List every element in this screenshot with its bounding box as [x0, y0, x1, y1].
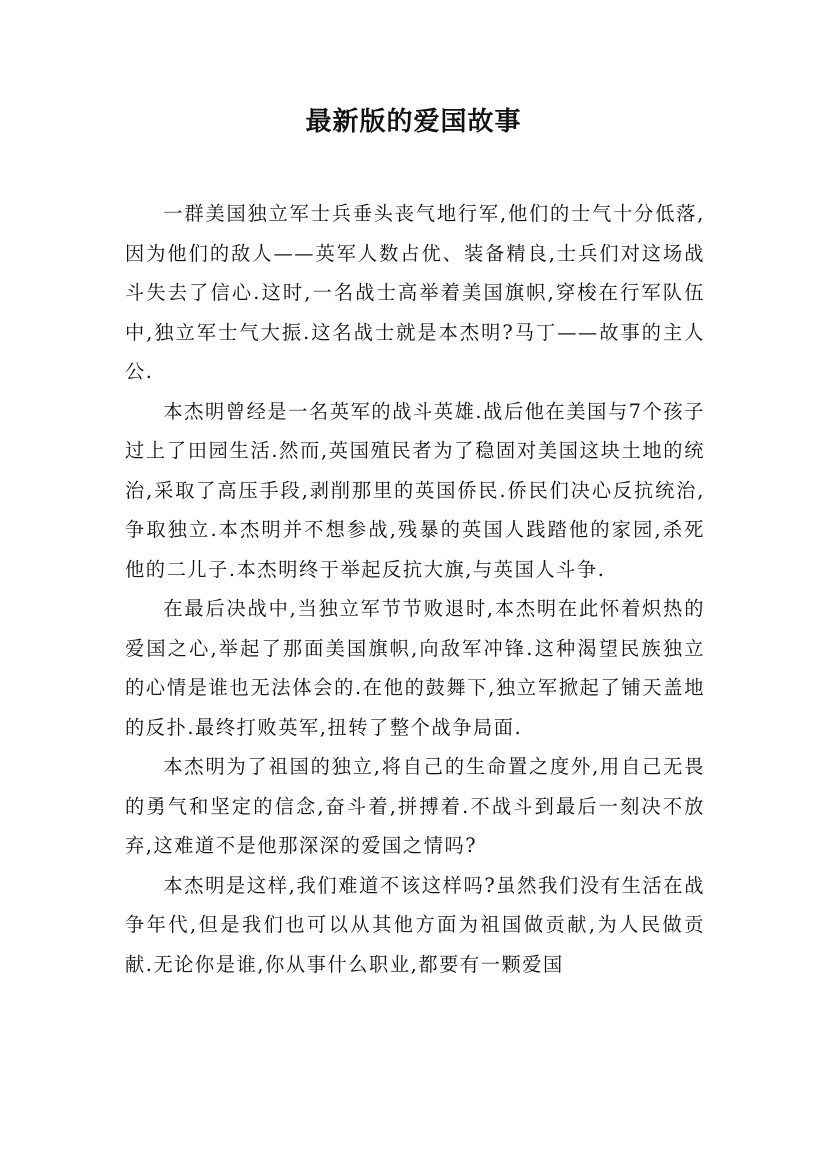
- paragraph: 本杰明为了祖国的独立,将自己的生命置之度外,用自己无畏的勇气和坚定的信念,奋斗着,拼搏着.不战斗到最后一刻决不放弃,这难道不是他那深深的爱国之情吗?: [125, 755, 705, 857]
- paragraph: 一群美国独立军士兵垂头丧气地行军,他们的士气十分低落,因为他们的敌人——英军人数占优、装备精良,士兵们对这场战斗失去了信心.这时,一名战士高举着美国旗帜,穿梭在行军队伍中,独立军士气大振.这名战士就是本杰明?马丁——故事的主人公.: [125, 202, 705, 383]
- paragraph: 本杰明曾经是一名英军的战斗英雄.战后他在美国与7个孩子过上了田园生活.然而,英国殖民者为了稳固对美国这块土地的统治,采取了高压手段,剥削那里的英国侨民.侨民们决心反抗统治,争取独立.本杰明并不想参战,残暴的英国人践踏他的家园,杀死他的二儿子.本杰明终于举起反抗大旗,与英国人斗争.: [125, 399, 705, 581]
- document-body: [125, 194, 705, 984]
- paragraph: 在最后决战中,当独立军节节败退时,本杰明在此怀着炽热的爱国之心,举起了那面美国旗帜,向敌军冲锋.这种渴望民族独立的心情是谁也无法体会的.在他的鼓舞下,独立军掀起了铺天盖地的反扑.最终打败英军,扭转了整个战争局面.: [125, 597, 705, 739]
- paragraph: 本杰明是这样,我们难道不该这样吗?虽然我们没有生活在战争年代,但是我们也可以从其他方面为祖国做贡献,为人民做贡献.无论你是谁,你从事什么职业,都要有一颗爱国: [125, 873, 705, 976]
- document-title: 最新版的爱国故事: [305, 107, 522, 137]
